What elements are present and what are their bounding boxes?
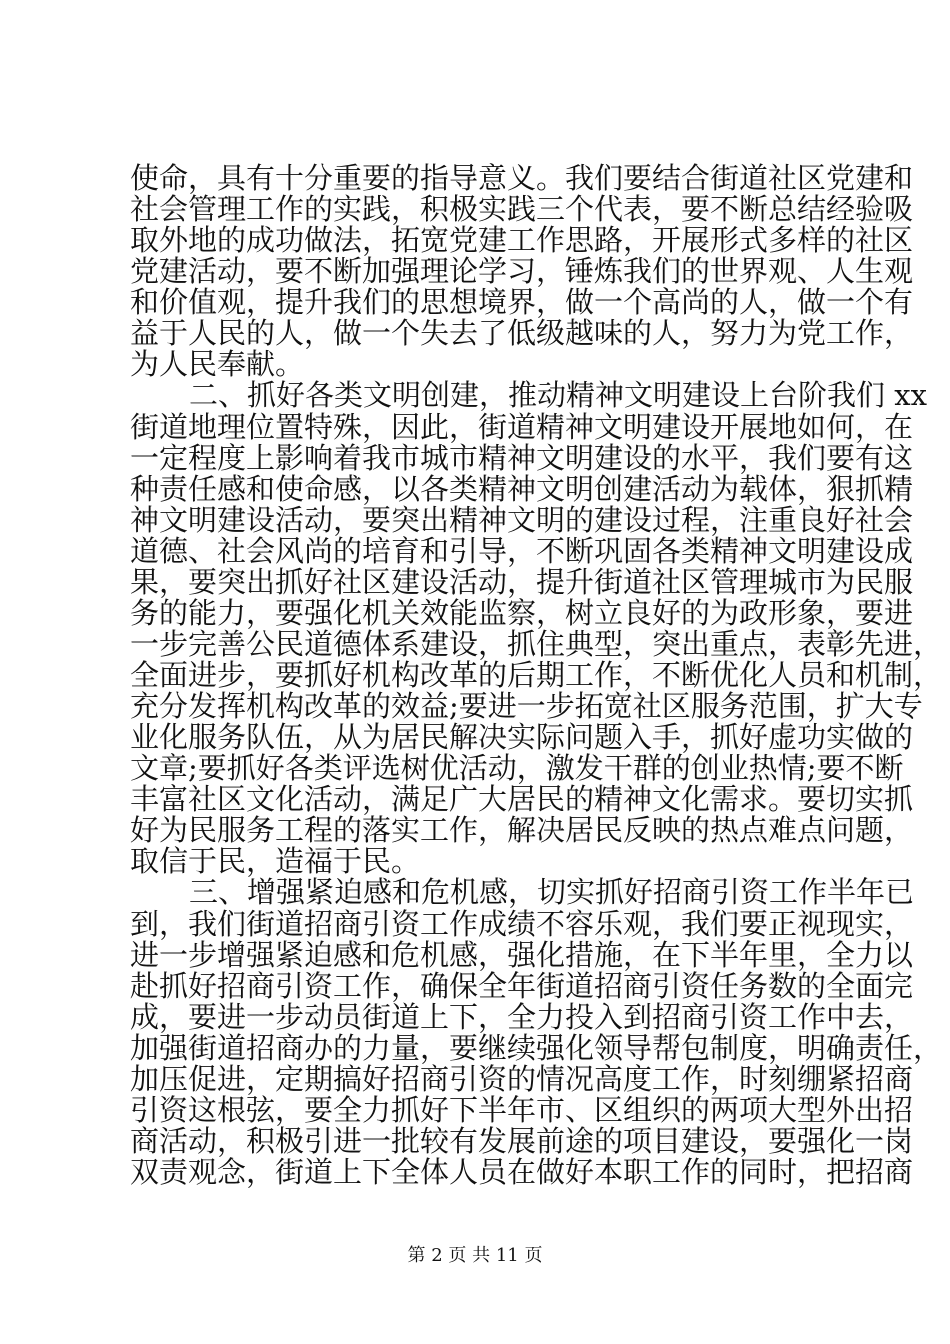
text-line-7: 为人民奉献。 — [130, 347, 305, 381]
text-line-23: 取信于民，造福于民。 — [130, 844, 421, 878]
text-line-32: 商活动，积极引进一批较有发展前途的项目建设，要强化一岗 — [130, 1124, 914, 1158]
text-line-1: 使命，具有十分重要的指导意义。我们要结合街道社区党建和 — [130, 161, 914, 195]
text-line-11: 种责任感和使命感，以各类精神文明创建活动为载体，狠抓精 — [130, 472, 914, 506]
text-line-5: 和价值观，提升我们的思想境界，做一个高尚的人，做一个有 — [130, 285, 914, 319]
text-line-6: 益于人民的人，做一个失去了低级越味的人，努力为党工作， — [130, 316, 914, 350]
text-line-33: 双责观念，街道上下全体人员在做好本职工作的同时，把招商 — [130, 1155, 914, 1189]
text-line-18: 充分发挥机构改革的效益;要进一步拓宽社区服务范围，扩大专 — [130, 689, 923, 723]
text-line-25: 到，我们街道招商引资工作成绩不容乐观，我们要正视现实， — [130, 907, 914, 941]
text-line-27: 赴抓好招商引资工作，确保全年街道招商引资任务数的全面完 — [130, 969, 914, 1003]
paragraph-two-heading: 二、抓好各类文明创建，推动精神文明建设上台阶我们 xx — [189, 378, 927, 412]
text-line-30: 加压促进，定期搞好招商引资的情况高度工作，时刻绷紧招商 — [130, 1062, 914, 1096]
text-line-13: 道德、社会风尚的培育和引导，不断巩固各类精神文明建设成 — [130, 534, 914, 568]
text-line-22: 好为民服务工程的落实工作，解决居民反映的热点难点问题， — [130, 813, 914, 847]
paragraph-three-heading: 三、增强紧迫感和危机感，切实抓好招商引资工作半年已 — [189, 875, 915, 909]
text-line-3: 取外地的成功做法，拓宽党建工作思路，开展形式多样的社区 — [130, 223, 914, 257]
text-line-16: 一步完善公民道德体系建设，抓住典型，突出重点，表彰先进， — [130, 627, 943, 661]
text-line-31: 引资这根弦，要全力抓好下半年市、区组织的两项大型外出招 — [130, 1093, 914, 1127]
text-line-19: 业化服务队伍，从为居民解决实际问题入手，抓好虚功实做的 — [130, 720, 914, 754]
text-line-29: 加强街道招商办的力量，要继续强化领导帮包制度，明确责任， — [130, 1031, 943, 1065]
text-line-9: 街道地理位置特殊，因此，街道精神文明建设开展地如何，在 — [130, 410, 914, 444]
text-line-10: 一定程度上影响着我市城市精神文明建设的水平，我们要有这 — [130, 441, 914, 475]
text-line-14: 果，要突出抓好社区建设活动，提升街道社区管理城市为民服 — [130, 565, 914, 599]
text-line-20: 文章;要抓好各类评选树优活动，激发干群的创业热情;要不断 — [130, 751, 904, 785]
text-line-2: 社会管理工作的实践，积极实践三个代表，要不断总结经验吸 — [130, 192, 914, 226]
text-line-15: 务的能力，要强化机关效能监察，树立良好的为政形象，要进 — [130, 596, 914, 630]
text-line-4: 党建活动，要不断加强理论学习，锤炼我们的世界观、人生观 — [130, 254, 914, 288]
page-number-footer: 第 2 页 共 11 页 — [407, 1245, 543, 1266]
text-line-21: 丰富社区文化活动，满足广大居民的精神文化需求。要切实抓 — [130, 782, 914, 816]
text-line-28: 成，要进一步动员街道上下，全力投入到招商引资工作中去， — [130, 1000, 914, 1034]
text-line-12: 神文明建设活动，要突出精神文明的建设过程，注重良好社会 — [130, 503, 914, 537]
text-line-17: 全面进步，要抓好机构改革的后期工作，不断优化人员和机制， — [130, 658, 943, 692]
text-line-26: 进一步增强紧迫感和危机感，强化措施，在下半年里，全力以 — [130, 938, 914, 972]
